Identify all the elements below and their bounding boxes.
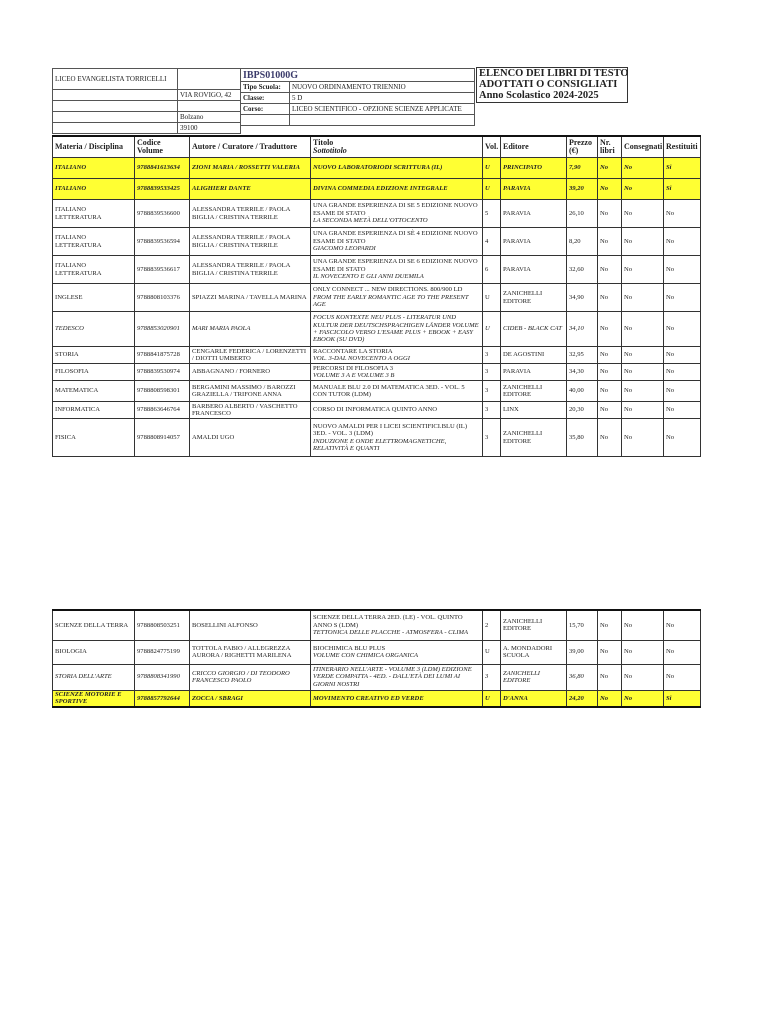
book-subtitle: FROM THE EARLY ROMANTIC AGE TO THE PRESENT AGE [313, 293, 469, 309]
empty-cell [178, 69, 241, 90]
cell-materia: SCIENZE DELLA TERRA [53, 610, 135, 640]
tipo-value: NUOVO ORDINAMENTO TRIENNIO [290, 82, 475, 93]
cell-vol: U [483, 640, 501, 664]
cell-prezzo: 40,00 [567, 381, 598, 402]
cell-titolo [311, 402, 483, 419]
cell-nrlibri: No [598, 179, 622, 200]
empty-cell [53, 90, 178, 101]
cell-codice: 9788808341990 [135, 664, 190, 690]
cell-codice: 9788808914057 [135, 419, 190, 457]
cell-vol: 3 [483, 664, 501, 690]
book-subtitle: TETTONICA DELLE PLACCHE - ATMOSFERA - CLIMA [313, 628, 468, 636]
document-title [476, 67, 628, 103]
cell-codice: 9788808598301 [135, 381, 190, 402]
empty-cell [53, 123, 178, 134]
cell-prezzo: 15,70 [567, 610, 598, 640]
cell-vol: 3 [483, 419, 501, 457]
table-row [53, 690, 701, 707]
table-row [53, 200, 701, 228]
book-title: RACCONTARE LA STORIA [313, 347, 393, 355]
book-title: PERCORSI DI FILOSOFIA 3 [313, 364, 394, 372]
cell-restituiti: Si [664, 179, 701, 200]
col-materia: Materia / Disciplina [53, 136, 135, 158]
cell-restituiti: No [664, 640, 701, 664]
book-title: UNA GRANDE ESPERIENZA DI SE 5 EDIZIONE NUOVO ESAME DI STATO [313, 202, 478, 217]
cell-editore: ZANICHELLI EDITORE [501, 381, 567, 402]
cell-editore: ZANICHELLI EDITORE [501, 419, 567, 457]
cell-nrlibri: No [598, 640, 622, 664]
cell-editore: LINX [501, 402, 567, 419]
cell-autore: BERGAMINI MASSIMO / BAROZZI GRAZIELLA / TRIFONE ANNA [190, 381, 311, 402]
cell-autore: CRICCO GIORGIO / DI TEODORO FRANCESCO PAOLO [190, 664, 311, 690]
col-consegnati: Consegnati [622, 136, 664, 158]
cell-vol: U [483, 312, 501, 347]
cell-codice: 9788863646764 [135, 402, 190, 419]
cell-autore: ABBAGNANO / FORNERO [190, 364, 311, 381]
cell-consegnati: No [622, 381, 664, 402]
cell-editore: PARAVIA [501, 179, 567, 200]
cell-consegnati: No [622, 664, 664, 690]
cell-nrlibri: No [598, 256, 622, 284]
cell-vol: 3 [483, 402, 501, 419]
cell-autore: ZIONI MARIA / ROSSETTI VALERIA [190, 158, 311, 179]
cell-materia: STORIA DELL'ARTE [53, 664, 135, 690]
table-row [53, 664, 701, 690]
cell-titolo [311, 364, 483, 381]
cell-titolo [311, 158, 483, 179]
cell-prezzo: 36,80 [567, 664, 598, 690]
title-line-2: ADOTTATI O CONSIGLIATI [479, 79, 618, 90]
cell-editore: DE AGOSTINI [501, 347, 567, 364]
classe-value: 5 D [290, 93, 475, 104]
cell-consegnati: No [622, 364, 664, 381]
cell-autore: ALESSANDRA TERRILE / PAOLA BIGLIA / CRISTINA TERRILE [190, 256, 311, 284]
cell-materia: INGLESE [53, 284, 135, 312]
cell-restituiti: No [664, 200, 701, 228]
cell-prezzo: 39,20 [567, 179, 598, 200]
cell-editore: PARAVIA [501, 364, 567, 381]
cell-codice: 9788857792644 [135, 690, 190, 707]
cell-vol: 5 [483, 200, 501, 228]
cell-restituiti: No [664, 284, 701, 312]
cell-autore: ALESSANDRA TERRILE / PAOLA BIGLIA / CRISTINA TERRILE [190, 228, 311, 256]
empty-cell [290, 115, 475, 126]
cell-editore: PRINCIPATO [501, 158, 567, 179]
title-line-1: ELENCO DEI LIBRI DI TESTO [479, 68, 629, 79]
cell-nrlibri: No [598, 158, 622, 179]
cell-restituiti: Si [664, 690, 701, 707]
cell-consegnati: No [622, 228, 664, 256]
cell-materia: ITALIANO [53, 158, 135, 179]
cell-codice: 9788839536617 [135, 256, 190, 284]
cell-autore: BOSELLINI ALFONSO [190, 610, 311, 640]
cell-restituiti: No [664, 419, 701, 457]
cell-autore: TOTTOLA FABIO / ALLEGREZZA AURORA / RIGHETTI MARILENA [190, 640, 311, 664]
cell-prezzo: 20,30 [567, 402, 598, 419]
cell-restituiti: Si [664, 158, 701, 179]
book-title: ONLY CONNECT ... NEW DIRECTIONS. 800/900 LD [313, 286, 463, 294]
book-title: NUOVO AMALDI PER I LICEI SCIENTIFICI.BLU (IL) 3ED. - VOL. 3 (LDM) [313, 422, 468, 438]
cell-materia: ITALIANO [53, 179, 135, 200]
cell-prezzo: 34,30 [567, 364, 598, 381]
cell-editore: CIDEB - BLACK CAT [501, 312, 567, 347]
title-line-3: Anno Scolastico 2024-2025 [479, 90, 599, 101]
cell-nrlibri: No [598, 284, 622, 312]
cell-codice: 9788839536600 [135, 200, 190, 228]
cell-prezzo: 8,20 [567, 228, 598, 256]
cell-prezzo: 32,60 [567, 256, 598, 284]
cell-prezzo: 34,90 [567, 284, 598, 312]
book-title: BIOCHIMICA BLU PLUS [313, 644, 386, 652]
book-subtitle: VOLUME CON CHIMICA ORGANICA [313, 652, 418, 659]
col-editore: Editore [501, 136, 567, 158]
cell-consegnati: No [622, 200, 664, 228]
cell-codice: 9788824775199 [135, 640, 190, 664]
cell-editore: PARAVIA [501, 228, 567, 256]
cell-restituiti: No [664, 228, 701, 256]
books-table-continued [52, 609, 701, 708]
cell-restituiti: No [664, 664, 701, 690]
col-autore: Autore / Curatore / Traduttore [190, 136, 311, 158]
cell-consegnati: No [622, 690, 664, 707]
cell-consegnati: No [622, 312, 664, 347]
book-title: MANUALE BLU 2.0 DI MATEMATICA 3ED. - VOL. 5 CON TUTOR (LDM) [313, 383, 465, 398]
cell-editore: PARAVIA [501, 256, 567, 284]
cell-prezzo: 24,20 [567, 690, 598, 707]
cell-nrlibri: No [598, 664, 622, 690]
book-title: CORSO DI INFORMATICA QUINTO ANNO [313, 406, 438, 414]
cell-prezzo: 39,00 [567, 640, 598, 664]
cell-vol: U [483, 690, 501, 707]
cell-nrlibri: No [598, 364, 622, 381]
cell-vol: 4 [483, 228, 501, 256]
school-address: VIA ROVIGO, 42 [178, 90, 241, 101]
table-row [53, 381, 701, 402]
table-row [53, 419, 701, 457]
cell-vol: 3 [483, 364, 501, 381]
cell-codice: 9788808503251 [135, 610, 190, 640]
table-row [53, 610, 701, 640]
cell-materia: FILOSOFIA [53, 364, 135, 381]
cell-autore: SPIAZZI MARINA / TAVELLA MARINA [190, 284, 311, 312]
col-codice: Codice Volume [135, 136, 190, 158]
cell-titolo [311, 284, 483, 312]
book-title: ITINERARIO NELL'ARTE - VOLUME 3 (LDM) EDIZIONE VERDE COMPATTA - 4ED. - DALL'ETÀ DEI LUMI AI GIORNI NOSTRI [313, 665, 472, 688]
book-title: UNA GRANDE ESPERIENZA DI SE 6 EDIZIONE NUOVO ESAME DI STATO [313, 258, 478, 273]
cell-titolo [311, 312, 483, 347]
school-cap: 39100 [178, 123, 241, 134]
classe-label: Classe: [241, 93, 290, 104]
cell-materia: ITALIANO LETTERATURA [53, 200, 135, 228]
table-row [53, 364, 701, 381]
cell-vol: 3 [483, 381, 501, 402]
table-row [53, 312, 701, 347]
cell-restituiti: No [664, 610, 701, 640]
course-info-table [240, 68, 475, 126]
cell-codice: 9788839530974 [135, 364, 190, 381]
book-subtitle: GIACOMO LEOPARDI [313, 245, 376, 253]
books-table [52, 135, 701, 457]
book-title: UNA GRANDE ESPERIENZA DI SÈ 4 EDIZIONE NUOVO ESAME DI STATO [313, 230, 478, 245]
cell-materia: ITALIANO LETTERATURA [53, 228, 135, 256]
cell-codice: 9788841875728 [135, 347, 190, 364]
school-code: IBPS01000G [241, 69, 475, 82]
cell-vol: U [483, 179, 501, 200]
cell-materia: INFORMATICA [53, 402, 135, 419]
cell-autore: ZOCCA / SBRAGI [190, 690, 311, 707]
cell-autore: ALIGHIERI DANTE [190, 179, 311, 200]
cell-materia: MATEMATICA [53, 381, 135, 402]
cell-autore: AMALDI UGO [190, 419, 311, 457]
table-row [53, 228, 701, 256]
cell-titolo [311, 347, 483, 364]
cell-autore: ALESSANDRA TERRILE / PAOLA BIGLIA / CRISTINA TERRILE [190, 200, 311, 228]
cell-autore: BARBERO ALBERTO / VASCHETTO FRANCESCO [190, 402, 311, 419]
cell-titolo [311, 690, 483, 707]
table-row [53, 158, 701, 179]
col-restituiti: Restituiti [664, 136, 701, 158]
cell-titolo [311, 381, 483, 402]
cell-editore: D'ANNA [501, 690, 567, 707]
cell-titolo [311, 256, 483, 284]
book-subtitle: LA SECONDA METÀ DELL'OTTOCENTO [313, 217, 428, 225]
cell-restituiti: No [664, 364, 701, 381]
cell-prezzo: 32,95 [567, 347, 598, 364]
table-row [53, 347, 701, 364]
cell-consegnati: No [622, 610, 664, 640]
cell-consegnati: No [622, 347, 664, 364]
cell-consegnati: No [622, 158, 664, 179]
table-row [53, 284, 701, 312]
cell-materia: SCIENZE MOTORIE E SPORTIVE [53, 690, 135, 707]
cell-restituiti: No [664, 347, 701, 364]
cell-codice: 9788853020901 [135, 312, 190, 347]
cell-vol: 6 [483, 256, 501, 284]
cell-codice: 9788841613634 [135, 158, 190, 179]
cell-titolo [311, 610, 483, 640]
book-title: FOCUS KONTEXTE NEU PLUS - LITERATUR UND KULTUR DER DEUTSCHSPRACHIGEN LÄNDER VOLUME + FASCICOLO VERSO L'ESAME PLUS + EBOOK + EASY EBOOK (SU DVD) [313, 314, 479, 344]
cell-nrlibri: No [598, 610, 622, 640]
cell-restituiti: No [664, 312, 701, 347]
book-subtitle: IL NOVECENTO E GLI ANNI DUEMILA [313, 273, 424, 281]
cell-codice: 9788808103376 [135, 284, 190, 312]
book-subtitle: VOL. 3-DAL NOVECENTO A OGGI [313, 355, 410, 362]
empty-cell [53, 101, 178, 112]
empty-cell [241, 115, 290, 126]
cell-autore: MARI MARIA PAOLA [190, 312, 311, 347]
cell-materia: ITALIANO LETTERATURA [53, 256, 135, 284]
cell-vol: 3 [483, 347, 501, 364]
book-title: NUOVO LABORATORIODI SCRITTURA (IL) [313, 164, 443, 172]
cell-titolo [311, 179, 483, 200]
book-title: SCIENZE DELLA TERRA 2ED. (LE) - VOL. QUINTO ANNO S (LDM) [313, 614, 463, 629]
cell-nrlibri: No [598, 228, 622, 256]
cell-nrlibri: No [598, 312, 622, 347]
cell-prezzo: 26,10 [567, 200, 598, 228]
empty-cell [178, 101, 241, 112]
table-row [53, 179, 701, 200]
corso-label: Corso: [241, 104, 290, 115]
cell-editore: ZANICHELLI EDITORE [501, 664, 567, 690]
col-prezzo: Prezzo (€) [567, 136, 598, 158]
school-name: LICEO EVANGELISTA TORRICELLI [53, 69, 178, 90]
cell-consegnati: No [622, 419, 664, 457]
cell-nrlibri: No [598, 347, 622, 364]
cell-editore: A. MONDADORI SCUOLA [501, 640, 567, 664]
cell-materia: FISICA [53, 419, 135, 457]
cell-prezzo: 34,10 [567, 312, 598, 347]
cell-consegnati: No [622, 402, 664, 419]
table-row [53, 640, 701, 664]
corso-value: LICEO SCIENTIFICO - OPZIONE SCIENZE APPLICATE [290, 104, 475, 115]
school-info-table [52, 68, 241, 134]
tipo-label: Tipo Scuola: [241, 82, 290, 93]
col-titolo: Titolo Sottotitolo [311, 136, 483, 158]
cell-editore: ZANICHELLI EDITORE [501, 610, 567, 640]
book-title: DIVINA COMMEDIA EDIZIONE INTEGRALE [313, 185, 448, 193]
col-vol: Vol. [483, 136, 501, 158]
book-subtitle: INDUZIONE E ONDE ELETTROMAGNETICHE, RELATIVITÀ E QUANTI [313, 437, 447, 452]
cell-nrlibri: No [598, 419, 622, 457]
cell-consegnati: No [622, 640, 664, 664]
cell-consegnati: No [622, 256, 664, 284]
cell-codice: 9788839533425 [135, 179, 190, 200]
cell-vol: U [483, 158, 501, 179]
cell-editore: ZANICHELLI EDITORE [501, 284, 567, 312]
book-title: MOVIMENTO CREATIVO ED VERDE [313, 694, 424, 702]
cell-vol: U [483, 284, 501, 312]
cell-editore: PARAVIA [501, 200, 567, 228]
cell-materia: STORIA [53, 347, 135, 364]
cell-titolo [311, 419, 483, 457]
table-row [53, 402, 701, 419]
cell-nrlibri: No [598, 690, 622, 707]
cell-consegnati: No [622, 284, 664, 312]
cell-restituiti: No [664, 402, 701, 419]
cell-restituiti: No [664, 381, 701, 402]
table-row [53, 256, 701, 284]
cell-restituiti: No [664, 256, 701, 284]
col-nrlibri: Nr. libri [598, 136, 622, 158]
cell-codice: 9788839536594 [135, 228, 190, 256]
cell-titolo [311, 200, 483, 228]
cell-materia: BIOLOGIA [53, 640, 135, 664]
cell-titolo [311, 228, 483, 256]
cell-prezzo: 7,90 [567, 158, 598, 179]
cell-vol: 2 [483, 610, 501, 640]
cell-materia: TEDESCO [53, 312, 135, 347]
cell-titolo [311, 664, 483, 690]
cell-nrlibri: No [598, 381, 622, 402]
school-city: Bolzano [178, 112, 241, 123]
table-header-row [53, 136, 701, 158]
cell-nrlibri: No [598, 402, 622, 419]
cell-prezzo: 35,80 [567, 419, 598, 457]
book-subtitle: VOLUME 3 A E VOLUME 3 B [313, 372, 395, 379]
cell-titolo [311, 640, 483, 664]
cell-consegnati: No [622, 179, 664, 200]
cell-autore: CENGARLE FEDERICA / LORENZETTI / DIOTTI UMBERTO [190, 347, 311, 364]
empty-cell [53, 112, 178, 123]
cell-nrlibri: No [598, 200, 622, 228]
